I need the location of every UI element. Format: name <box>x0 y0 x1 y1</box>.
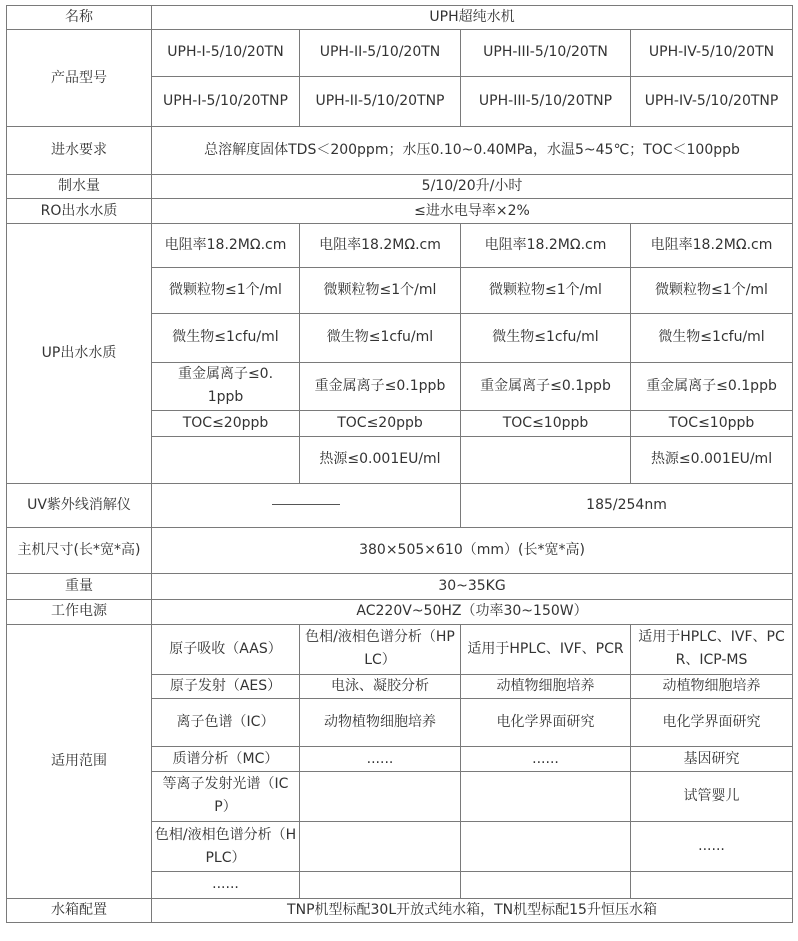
size-label: 主机尺寸(长*宽*高) <box>7 527 152 573</box>
up-cell: 微颗粒物≤1个/ml <box>300 267 461 313</box>
power-value: AC220V~50HZ（功率30~150W） <box>152 600 793 624</box>
table-row <box>7 527 793 573</box>
app-cell: 动植物细胞培养 <box>631 674 793 698</box>
model-label: 产品型号 <box>7 30 152 127</box>
model-cell: UPH-III-5/10/20TN <box>461 30 631 76</box>
up-cell <box>152 437 300 483</box>
power-label: 工作电源 <box>7 600 152 624</box>
app-cell <box>300 822 461 872</box>
up-cell: TOC≤20ppb <box>300 410 461 436</box>
app-cell: 基因研究 <box>631 747 793 771</box>
app-cell: 电泳、凝胶分析 <box>300 674 461 698</box>
app-cell: 电化学界面研究 <box>461 699 631 747</box>
model-cell: UPH-I-5/10/20TNP <box>152 76 300 126</box>
up-cell: 微颗粒物≤1个/ml <box>152 267 300 313</box>
model-cell: UPH-III-5/10/20TNP <box>461 76 631 126</box>
up-cell: 微生物≤1cfu/ml <box>461 314 631 362</box>
app-cell <box>461 822 631 872</box>
up-cell: 电阻率18.2MΩ.cm <box>631 223 793 267</box>
app-cell: ...... <box>152 872 300 898</box>
tank-label: 水箱配置 <box>7 898 152 922</box>
app-cell: ...... <box>461 747 631 771</box>
table-row <box>7 199 793 223</box>
app-cell: 色相/液相色谱分析（HPLC） <box>300 624 461 674</box>
table-row <box>7 600 793 624</box>
tank-value: TNP机型标配30L开放式纯水箱，TN机型标配15升恒压水箱 <box>152 898 793 922</box>
app-cell: 适用于HPLC、IVF、PCR <box>461 624 631 674</box>
up-cell: 热源≤0.001EU/ml <box>300 437 461 483</box>
table-row <box>7 126 793 174</box>
app-cell: 动物植物细胞培养 <box>300 699 461 747</box>
app-cell: 等离子发射光谱（ICP） <box>152 771 300 821</box>
table-row <box>7 223 793 267</box>
app-cell <box>300 872 461 898</box>
up-cell: 电阻率18.2MΩ.cm <box>461 223 631 267</box>
ro-label: RO出水水质 <box>7 199 152 223</box>
dash-divider <box>272 504 340 505</box>
up-cell: 微生物≤1cfu/ml <box>631 314 793 362</box>
app-cell: ...... <box>300 747 461 771</box>
model-cell: UPH-IV-5/10/20TNP <box>631 76 793 126</box>
weight-label: 重量 <box>7 574 152 600</box>
table-row <box>7 483 793 527</box>
up-cell: TOC≤20ppb <box>152 410 300 436</box>
uv-none-cell <box>152 483 461 527</box>
up-cell: 重金属离子≤0.1ppb <box>461 362 631 410</box>
model-cell: UPH-II-5/10/20TNP <box>300 76 461 126</box>
table-row <box>7 175 793 199</box>
up-cell: 微颗粒物≤1个/ml <box>461 267 631 313</box>
size-value: 380×505×610（mm）(长*宽*高) <box>152 527 793 573</box>
app-cell: 适用于HPLC、IVF、PCR、ICP-MS <box>631 624 793 674</box>
up-cell: 微生物≤1cfu/ml <box>300 314 461 362</box>
name-label: 名称 <box>7 6 152 30</box>
app-cell: 试管婴儿 <box>631 771 793 821</box>
app-cell: ...... <box>631 822 793 872</box>
up-label: UP出水水质 <box>7 223 152 483</box>
app-cell: 离子色谱（IC） <box>152 699 300 747</box>
up-cell <box>461 437 631 483</box>
table-row <box>7 624 793 674</box>
up-cell: 电阻率18.2MΩ.cm <box>300 223 461 267</box>
model-cell: UPH-IV-5/10/20TN <box>631 30 793 76</box>
app-cell <box>461 872 631 898</box>
up-cell: 重金属离子≤0.1ppb <box>300 362 461 410</box>
app-cell: 质谱分析（MC） <box>152 747 300 771</box>
app-cell: 动植物细胞培养 <box>461 674 631 698</box>
table-row <box>7 6 793 30</box>
weight-value: 30~35KG <box>152 574 793 600</box>
output-label: 制水量 <box>7 175 152 199</box>
up-cell: 重金属离子≤0.1ppb <box>152 362 300 410</box>
app-cell: 电化学界面研究 <box>631 699 793 747</box>
app-cell <box>461 771 631 821</box>
model-cell: UPH-II-5/10/20TN <box>300 30 461 76</box>
up-cell: 电阻率18.2MΩ.cm <box>152 223 300 267</box>
table-row <box>7 898 793 922</box>
spec-table <box>6 5 793 923</box>
output-value: 5/10/20升/小时 <box>152 175 793 199</box>
inlet-value: 总溶解度固体TDS＜200ppm；水压0.10~0.40MPa，水温5~45℃；TOC＜100ppb <box>152 126 793 174</box>
up-cell: TOC≤10ppb <box>631 410 793 436</box>
uv-value: 185/254nm <box>461 483 793 527</box>
table-row <box>7 30 793 76</box>
table-row <box>7 574 793 600</box>
app-cell <box>300 771 461 821</box>
app-label: 适用范围 <box>7 624 152 898</box>
app-cell <box>631 872 793 898</box>
app-cell: 原子吸收（AAS） <box>152 624 300 674</box>
uv-label: UV紫外线消解仪 <box>7 483 152 527</box>
ro-value: ≤进水电导率×2% <box>152 199 793 223</box>
up-cell: TOC≤10ppb <box>461 410 631 436</box>
up-cell: 微生物≤1cfu/ml <box>152 314 300 362</box>
inlet-label: 进水要求 <box>7 126 152 174</box>
name-value: UPH超纯水机 <box>152 6 793 30</box>
up-cell: 微颗粒物≤1个/ml <box>631 267 793 313</box>
up-cell: 重金属离子≤0.1ppb <box>631 362 793 410</box>
app-cell: 色相/液相色谱分析（HPLC） <box>152 822 300 872</box>
up-cell: 热源≤0.001EU/ml <box>631 437 793 483</box>
app-cell: 原子发射（AES） <box>152 674 300 698</box>
model-cell: UPH-I-5/10/20TN <box>152 30 300 76</box>
